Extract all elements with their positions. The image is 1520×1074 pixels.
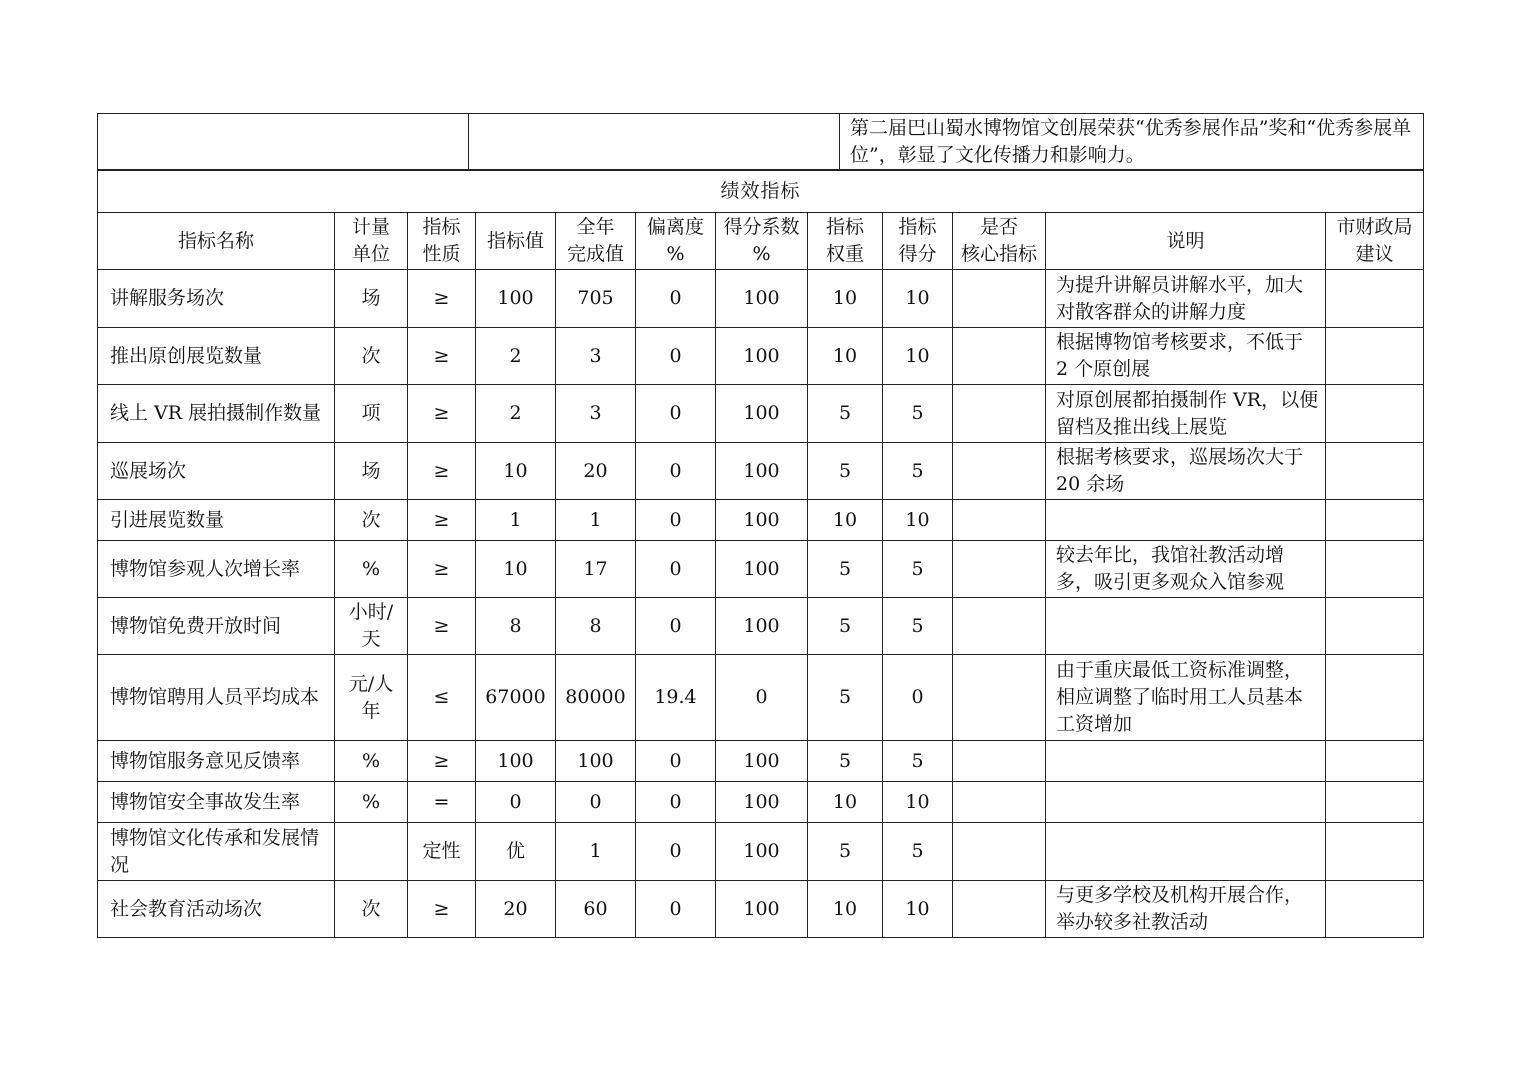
cell-score: 5 [883,741,953,782]
cell-nature: ≥ [408,598,476,655]
header-row [98,213,1424,270]
header-unit: 计量 单位 [335,213,408,270]
cell-weight: 5 [808,541,883,598]
cell-desc: 较去年比，我馆社教活动增多，吸引更多观众入馆参观 [1046,541,1326,598]
table-row [98,328,1424,385]
cell-name: 博物馆聘用人员平均成本 [98,655,335,741]
cell-unit: 元/人 年 [335,655,408,741]
section-title-row [98,171,1424,213]
cell-desc [1046,782,1326,823]
cell-desc: 根据考核要求，巡展场次大于 20 余场 [1046,443,1326,500]
table-row [98,500,1424,541]
cell-advice [1326,443,1424,500]
header-coef: 得分系数 % [716,213,808,270]
top-partial-table [97,113,1424,170]
cell-nature: ≥ [408,385,476,443]
cell-desc: 对原创展都拍摄制作 VR，以便留档及推出线上展览 [1046,385,1326,443]
top-empty-cell-2 [469,114,840,170]
cell-nature: ≥ [408,741,476,782]
cell-nature: ≥ [408,270,476,328]
cell-actual: 60 [556,881,636,938]
cell-unit: % [335,741,408,782]
cell-core [953,782,1046,823]
cell-deviation: 0 [636,385,716,443]
cell-actual: 80000 [556,655,636,741]
cell-actual: 705 [556,270,636,328]
cell-deviation: 0 [636,823,716,881]
cell-weight: 10 [808,328,883,385]
cell-advice [1326,655,1424,741]
cell-name: 推出原创展览数量 [98,328,335,385]
cell-deviation: 0 [636,741,716,782]
cell-advice [1326,500,1424,541]
cell-name: 博物馆安全事故发生率 [98,782,335,823]
cell-score: 5 [883,598,953,655]
cell-advice [1326,881,1424,938]
header-score: 指标 得分 [883,213,953,270]
cell-nature: ≤ [408,655,476,741]
cell-unit [335,823,408,881]
cell-name: 巡展场次 [98,443,335,500]
cell-weight: 5 [808,823,883,881]
cell-weight: 5 [808,385,883,443]
cell-score: 5 [883,823,953,881]
cell-actual: 3 [556,385,636,443]
cell-coef: 0 [716,655,808,741]
cell-desc: 由于重庆最低工资标准调整，相应调整了临时用工人员基本工资增加 [1046,655,1326,741]
cell-unit: 小时/ 天 [335,598,408,655]
cell-deviation: 0 [636,500,716,541]
cell-advice [1326,328,1424,385]
cell-actual: 20 [556,443,636,500]
cell-name: 社会教育活动场次 [98,881,335,938]
header-name: 指标名称 [98,213,335,270]
cell-nature: ≥ [408,881,476,938]
table-row [98,823,1424,881]
cell-deviation: 19.4 [636,655,716,741]
header-advice: 市财政局 建议 [1326,213,1424,270]
cell-advice [1326,823,1424,881]
table-row [98,655,1424,741]
top-note-cell: 第二届巴山蜀水博物馆文创展荣获“优秀参展作品”奖和“优秀参展单位”，彰显了文化传播力和影响力。 [840,114,1424,170]
cell-desc: 为提升讲解员讲解水平，加大对散客群众的讲解力度 [1046,270,1326,328]
cell-actual: 3 [556,328,636,385]
cell-unit: 次 [335,500,408,541]
cell-target: 优 [476,823,556,881]
cell-weight: 10 [808,881,883,938]
cell-advice [1326,541,1424,598]
cell-advice [1326,270,1424,328]
cell-nature: ≥ [408,541,476,598]
cell-weight: 10 [808,500,883,541]
cell-name: 博物馆服务意见反馈率 [98,741,335,782]
cell-nature: ≥ [408,443,476,500]
cell-actual: 1 [556,500,636,541]
cell-coef: 100 [716,881,808,938]
cell-weight: 5 [808,655,883,741]
header-actual: 全年 完成值 [556,213,636,270]
cell-name: 博物馆文化传承和发展情况 [98,823,335,881]
cell-target: 100 [476,270,556,328]
cell-unit: % [335,782,408,823]
cell-score: 10 [883,328,953,385]
cell-deviation: 0 [636,782,716,823]
cell-deviation: 0 [636,541,716,598]
performance-indicators-table [97,170,1424,938]
cell-nature: 定性 [408,823,476,881]
cell-score: 10 [883,500,953,541]
table-row [98,598,1424,655]
header-deviation: 偏离度 % [636,213,716,270]
cell-coef: 100 [716,541,808,598]
cell-actual: 17 [556,541,636,598]
cell-score: 0 [883,655,953,741]
top-empty-cell-1 [98,114,469,170]
cell-target: 2 [476,385,556,443]
cell-core [953,741,1046,782]
cell-desc: 与更多学校及机构开展合作，举办较多社教活动 [1046,881,1326,938]
cell-score: 10 [883,270,953,328]
cell-unit: 项 [335,385,408,443]
cell-score: 5 [883,443,953,500]
cell-core [953,823,1046,881]
cell-deviation: 0 [636,328,716,385]
cell-name: 线上 VR 展拍摄制作数量 [98,385,335,443]
table-row [98,443,1424,500]
cell-advice [1326,385,1424,443]
table-row [98,541,1424,598]
cell-weight: 5 [808,443,883,500]
cell-name: 引进展览数量 [98,500,335,541]
cell-coef: 100 [716,500,808,541]
table-row [98,270,1424,328]
cell-weight: 10 [808,782,883,823]
cell-unit: 场 [335,443,408,500]
cell-coef: 100 [716,782,808,823]
cell-core [953,598,1046,655]
header-nature: 指标 性质 [408,213,476,270]
cell-advice [1326,598,1424,655]
cell-weight: 10 [808,270,883,328]
cell-actual: 100 [556,741,636,782]
cell-target: 10 [476,443,556,500]
cell-target: 10 [476,541,556,598]
table-row [98,385,1424,443]
cell-score: 10 [883,782,953,823]
cell-target: 0 [476,782,556,823]
cell-target: 67000 [476,655,556,741]
table-row [98,782,1424,823]
cell-desc: 根据博物馆考核要求，不低于 2 个原创展 [1046,328,1326,385]
cell-deviation: 0 [636,270,716,328]
cell-advice [1326,782,1424,823]
section-title: 绩效指标 [98,171,1424,213]
cell-target: 100 [476,741,556,782]
cell-name: 讲解服务场次 [98,270,335,328]
cell-core [953,541,1046,598]
cell-coef: 100 [716,443,808,500]
cell-name: 博物馆免费开放时间 [98,598,335,655]
cell-coef: 100 [716,385,808,443]
table-row [98,881,1424,938]
cell-desc [1046,823,1326,881]
cell-target: 20 [476,881,556,938]
cell-target: 8 [476,598,556,655]
header-desc: 说明 [1046,213,1326,270]
cell-score: 5 [883,541,953,598]
cell-actual: 0 [556,782,636,823]
cell-nature: ≥ [408,328,476,385]
cell-coef: 100 [716,741,808,782]
cell-core [953,385,1046,443]
cell-actual: 8 [556,598,636,655]
cell-desc [1046,598,1326,655]
cell-deviation: 0 [636,881,716,938]
cell-nature: ≥ [408,500,476,541]
cell-coef: 100 [716,270,808,328]
cell-name: 博物馆参观人次增长率 [98,541,335,598]
cell-core [953,500,1046,541]
table-row [98,741,1424,782]
cell-nature: = [408,782,476,823]
header-core: 是否 核心指标 [953,213,1046,270]
cell-weight: 5 [808,598,883,655]
cell-actual: 1 [556,823,636,881]
cell-core [953,443,1046,500]
header-weight: 指标 权重 [808,213,883,270]
cell-score: 10 [883,881,953,938]
cell-advice [1326,741,1424,782]
header-target: 指标值 [476,213,556,270]
cell-score: 5 [883,385,953,443]
cell-deviation: 0 [636,598,716,655]
cell-core [953,270,1046,328]
cell-desc [1046,741,1326,782]
cell-unit: % [335,541,408,598]
cell-core [953,881,1046,938]
cell-target: 1 [476,500,556,541]
cell-desc [1046,500,1326,541]
top-partial-row [98,114,1424,170]
cell-unit: 次 [335,328,408,385]
cell-coef: 100 [716,328,808,385]
cell-deviation: 0 [636,443,716,500]
cell-unit: 场 [335,270,408,328]
cell-unit: 次 [335,881,408,938]
cell-core [953,655,1046,741]
cell-target: 2 [476,328,556,385]
cell-core [953,328,1046,385]
cell-coef: 100 [716,598,808,655]
cell-weight: 5 [808,741,883,782]
cell-coef: 100 [716,823,808,881]
